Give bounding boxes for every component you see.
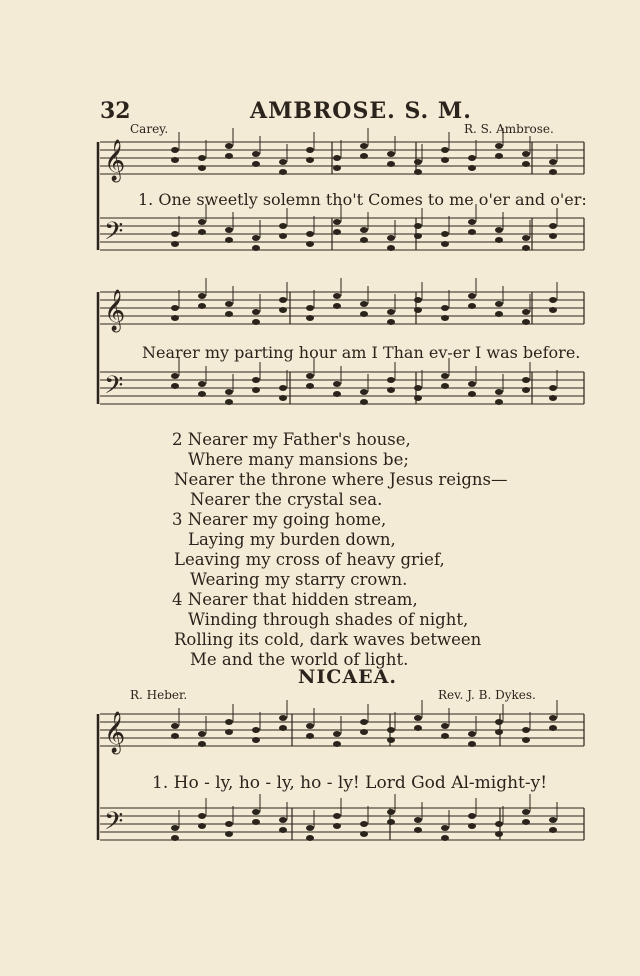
notehead bbox=[549, 395, 557, 401]
notehead bbox=[306, 241, 314, 247]
notehead bbox=[360, 821, 368, 827]
notehead bbox=[171, 835, 179, 841]
notehead bbox=[495, 389, 503, 395]
notehead bbox=[252, 727, 260, 733]
notehead bbox=[306, 723, 314, 729]
notehead bbox=[198, 293, 206, 299]
notehead bbox=[522, 245, 530, 251]
stanza-line: Laying my burden down, bbox=[188, 530, 396, 549]
notehead bbox=[468, 155, 476, 161]
bass-clef: 𝄢 bbox=[104, 371, 124, 406]
notehead bbox=[333, 155, 341, 161]
notehead bbox=[279, 395, 287, 401]
stanza-line: Leaving my cross of heavy grief, bbox=[174, 550, 445, 569]
notehead bbox=[468, 813, 476, 819]
notehead bbox=[252, 737, 260, 743]
notehead bbox=[360, 399, 368, 405]
notehead bbox=[441, 157, 449, 163]
stanza-line: 4 Nearer that hidden stream, bbox=[172, 590, 418, 609]
notehead bbox=[360, 301, 368, 307]
notehead bbox=[522, 161, 530, 167]
author-credit-nicaea: R. Heber. bbox=[130, 688, 188, 702]
notehead bbox=[198, 303, 206, 309]
notehead bbox=[468, 391, 476, 397]
notehead bbox=[171, 157, 179, 163]
notehead bbox=[333, 813, 341, 819]
notehead bbox=[414, 169, 422, 175]
notehead bbox=[279, 233, 287, 239]
notehead bbox=[306, 231, 314, 237]
notehead bbox=[333, 391, 341, 397]
notehead bbox=[252, 377, 260, 383]
notehead bbox=[225, 237, 233, 243]
notehead bbox=[468, 219, 476, 225]
notehead bbox=[387, 309, 395, 315]
lyric-line-2: Nearer my parting hour am I Than ev-er I was before. bbox=[142, 343, 581, 362]
notehead bbox=[468, 741, 476, 747]
notehead bbox=[495, 719, 503, 725]
notehead bbox=[198, 165, 206, 171]
notehead bbox=[495, 143, 503, 149]
notehead bbox=[495, 237, 503, 243]
notehead bbox=[279, 385, 287, 391]
notehead bbox=[549, 159, 557, 165]
bass-clef: 𝄢 bbox=[104, 807, 124, 842]
notehead bbox=[441, 383, 449, 389]
stanza-line: Me and the world of light. bbox=[190, 650, 409, 669]
notehead bbox=[414, 817, 422, 823]
notehead bbox=[360, 719, 368, 725]
notehead bbox=[387, 161, 395, 167]
notehead bbox=[387, 727, 395, 733]
notehead bbox=[279, 159, 287, 165]
stanza-line: Nearer the crystal sea. bbox=[190, 490, 383, 509]
stanza-number: 3 bbox=[172, 510, 183, 529]
notehead bbox=[387, 245, 395, 251]
notehead bbox=[171, 383, 179, 389]
lyric-line-1: 1. One sweetly solemn tho't Comes to me o'er and o'er: bbox=[138, 190, 587, 209]
notehead bbox=[333, 165, 341, 171]
notehead bbox=[306, 373, 314, 379]
stanza-2 bbox=[172, 430, 508, 510]
notehead bbox=[441, 241, 449, 247]
notehead bbox=[252, 151, 260, 157]
notehead bbox=[306, 157, 314, 163]
notehead bbox=[198, 219, 206, 225]
notehead bbox=[333, 293, 341, 299]
composer-credit-nicaea: Rev. J. B. Dykes. bbox=[438, 688, 536, 702]
notehead bbox=[279, 297, 287, 303]
notehead bbox=[549, 725, 557, 731]
notehead bbox=[414, 223, 422, 229]
notehead bbox=[549, 385, 557, 391]
notehead bbox=[306, 835, 314, 841]
notehead bbox=[198, 391, 206, 397]
notehead bbox=[549, 233, 557, 239]
notehead bbox=[198, 155, 206, 161]
notehead bbox=[279, 169, 287, 175]
notehead bbox=[549, 297, 557, 303]
notehead bbox=[225, 389, 233, 395]
notehead bbox=[198, 731, 206, 737]
notehead bbox=[306, 733, 314, 739]
notehead bbox=[279, 725, 287, 731]
notehead bbox=[414, 395, 422, 401]
notehead bbox=[441, 373, 449, 379]
bass-clef: 𝄢 bbox=[104, 217, 124, 252]
notehead bbox=[549, 827, 557, 833]
notehead bbox=[522, 387, 530, 393]
treble-clef: 𝄞 bbox=[104, 140, 126, 181]
notehead bbox=[468, 165, 476, 171]
notehead bbox=[522, 319, 530, 325]
stanza-line: 2 Nearer my Father's house, bbox=[172, 430, 411, 449]
stanza-number: 2 bbox=[172, 430, 183, 449]
notehead bbox=[360, 831, 368, 837]
notehead bbox=[468, 731, 476, 737]
notehead bbox=[522, 309, 530, 315]
notehead bbox=[252, 245, 260, 251]
notehead bbox=[225, 821, 233, 827]
composer-credit-ambrose: R. S. Ambrose. bbox=[464, 122, 554, 136]
notehead bbox=[468, 293, 476, 299]
notehead bbox=[387, 235, 395, 241]
notehead bbox=[225, 153, 233, 159]
notehead bbox=[198, 381, 206, 387]
notehead bbox=[495, 153, 503, 159]
notehead bbox=[279, 223, 287, 229]
notehead bbox=[522, 819, 530, 825]
notehead bbox=[522, 809, 530, 815]
lyric-line-3: 1. Ho - ly, ho - ly, ho - ly! Lord God Al-might-y! bbox=[152, 773, 548, 793]
notehead bbox=[441, 231, 449, 237]
notehead bbox=[414, 385, 422, 391]
author-credit-ambrose: Carey. bbox=[130, 122, 169, 136]
notehead bbox=[387, 809, 395, 815]
notehead bbox=[225, 719, 233, 725]
stanza-3 bbox=[172, 510, 445, 590]
notehead bbox=[360, 227, 368, 233]
notehead bbox=[549, 715, 557, 721]
notehead bbox=[198, 813, 206, 819]
notehead bbox=[279, 817, 287, 823]
notehead bbox=[522, 737, 530, 743]
notehead bbox=[252, 319, 260, 325]
notehead bbox=[360, 729, 368, 735]
notehead bbox=[225, 311, 233, 317]
notehead bbox=[387, 319, 395, 325]
notehead bbox=[252, 387, 260, 393]
notehead bbox=[387, 387, 395, 393]
stanza-number: 4 bbox=[172, 590, 183, 609]
notehead bbox=[441, 315, 449, 321]
notehead bbox=[441, 723, 449, 729]
notehead bbox=[441, 305, 449, 311]
notehead bbox=[549, 307, 557, 313]
notehead bbox=[333, 303, 341, 309]
stanza-line: Nearer the throne where Jesus reigns— bbox=[174, 470, 508, 489]
notehead bbox=[468, 303, 476, 309]
notehead bbox=[171, 315, 179, 321]
stanza-line: 3 Nearer my going home, bbox=[172, 510, 387, 529]
notehead bbox=[522, 151, 530, 157]
notehead bbox=[360, 237, 368, 243]
notehead bbox=[387, 819, 395, 825]
notehead bbox=[171, 825, 179, 831]
notehead bbox=[333, 229, 341, 235]
stanza-4 bbox=[172, 590, 481, 670]
notehead bbox=[333, 731, 341, 737]
notehead bbox=[225, 831, 233, 837]
notehead bbox=[414, 715, 422, 721]
notehead bbox=[171, 305, 179, 311]
notehead bbox=[414, 297, 422, 303]
notehead bbox=[522, 727, 530, 733]
notehead bbox=[495, 311, 503, 317]
notehead bbox=[414, 159, 422, 165]
notehead bbox=[360, 143, 368, 149]
stanza-line: Wearing my starry crown. bbox=[190, 570, 408, 589]
notehead bbox=[549, 223, 557, 229]
notehead bbox=[495, 729, 503, 735]
notehead bbox=[306, 315, 314, 321]
notehead bbox=[495, 821, 503, 827]
notehead bbox=[495, 399, 503, 405]
notehead bbox=[306, 383, 314, 389]
notehead bbox=[252, 161, 260, 167]
notehead bbox=[414, 307, 422, 313]
notehead bbox=[225, 399, 233, 405]
notehead bbox=[360, 153, 368, 159]
notehead bbox=[306, 825, 314, 831]
notehead bbox=[252, 309, 260, 315]
notehead bbox=[198, 823, 206, 829]
notehead bbox=[441, 147, 449, 153]
notehead bbox=[252, 819, 260, 825]
notehead bbox=[333, 381, 341, 387]
notehead bbox=[414, 725, 422, 731]
notehead bbox=[495, 227, 503, 233]
notehead bbox=[468, 823, 476, 829]
notehead bbox=[549, 169, 557, 175]
treble-clef: 𝄞 bbox=[104, 712, 126, 753]
notehead bbox=[225, 729, 233, 735]
notehead bbox=[522, 235, 530, 241]
page-number: 32 bbox=[100, 98, 131, 124]
notehead bbox=[279, 827, 287, 833]
notehead bbox=[495, 301, 503, 307]
notehead bbox=[171, 733, 179, 739]
notehead bbox=[171, 723, 179, 729]
notehead bbox=[414, 233, 422, 239]
notehead bbox=[468, 229, 476, 235]
stanza-line: Winding through shades of night, bbox=[188, 610, 469, 629]
notehead bbox=[468, 381, 476, 387]
notehead bbox=[225, 143, 233, 149]
notehead bbox=[252, 809, 260, 815]
stanza-line: Rolling its cold, dark waves between bbox=[174, 630, 482, 649]
notehead bbox=[441, 733, 449, 739]
hymn-title-ambrose: AMBROSE. S. M. bbox=[250, 98, 472, 124]
notehead bbox=[171, 241, 179, 247]
notehead bbox=[441, 835, 449, 841]
notehead bbox=[225, 227, 233, 233]
notehead bbox=[171, 373, 179, 379]
treble-clef: 𝄞 bbox=[104, 290, 126, 331]
notehead bbox=[360, 311, 368, 317]
notehead bbox=[522, 377, 530, 383]
notehead bbox=[171, 147, 179, 153]
notehead bbox=[360, 389, 368, 395]
notehead bbox=[279, 715, 287, 721]
notehead bbox=[495, 831, 503, 837]
notehead bbox=[198, 229, 206, 235]
notehead bbox=[387, 151, 395, 157]
notehead bbox=[225, 301, 233, 307]
notehead bbox=[333, 741, 341, 747]
notehead bbox=[171, 231, 179, 237]
notehead bbox=[279, 307, 287, 313]
notehead bbox=[441, 825, 449, 831]
notehead bbox=[306, 147, 314, 153]
hymn-title-nicaea: NICAEA. bbox=[298, 666, 397, 688]
notehead bbox=[306, 305, 314, 311]
notehead bbox=[252, 235, 260, 241]
notehead bbox=[387, 377, 395, 383]
stanza-line: Where many mansions be; bbox=[188, 450, 409, 469]
notehead bbox=[387, 737, 395, 743]
notehead bbox=[333, 219, 341, 225]
notehead bbox=[333, 823, 341, 829]
notehead bbox=[414, 827, 422, 833]
notehead bbox=[198, 741, 206, 747]
notehead bbox=[549, 817, 557, 823]
